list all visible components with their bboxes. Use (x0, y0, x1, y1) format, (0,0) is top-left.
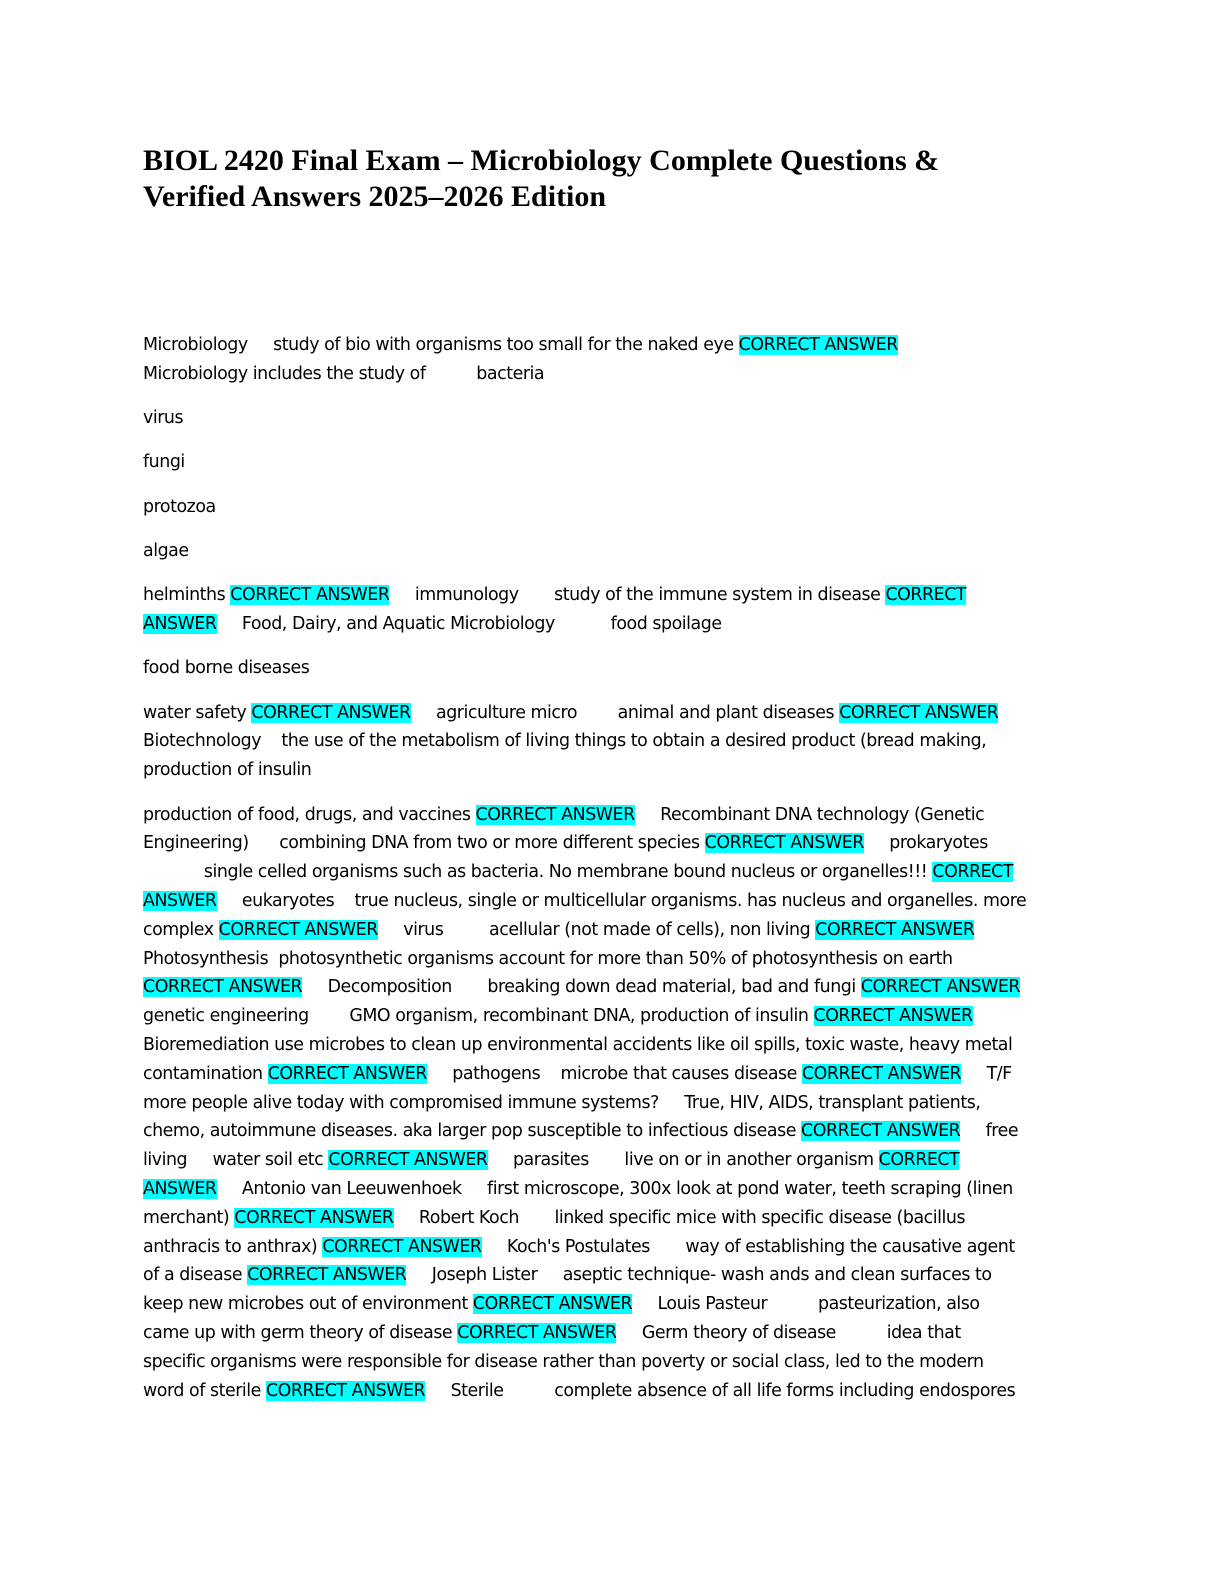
answer-highlight: CORRECT ANSWER (813, 1006, 973, 1027)
answer-highlight: CORRECT ANSWER (322, 1236, 482, 1257)
text-line (143, 360, 1088, 389)
text-line (143, 1060, 1088, 1089)
answer-highlight: CORRECT ANSWER (251, 702, 411, 723)
answer-highlight: ANSWER (143, 1178, 217, 1199)
answer-highlight: CORRECT ANSWER (230, 585, 390, 606)
text-segment: free (960, 1121, 1019, 1142)
text-line (143, 973, 1088, 1002)
text-segment: living water soil etc (143, 1150, 329, 1171)
answer-highlight: CORRECT ANSWER (267, 1063, 427, 1084)
text-segment: single celled organisms such as bacteria. No membrane bound nucleus or organelles!!! (143, 862, 933, 883)
text-segment: word of sterile (143, 1380, 266, 1401)
text-segment: Joseph Lister aseptic technique- wash ands and clean surfaces to (406, 1265, 992, 1286)
text-segment: virus (143, 408, 184, 429)
text-line (143, 1233, 1088, 1262)
text-segment: merchant) (143, 1207, 235, 1228)
text-segment: chemo, autoimmune diseases. aka larger pop susceptible to infectious disease (143, 1121, 802, 1142)
text-segment: Louis Pasteur pasteurization, also (632, 1294, 980, 1315)
text-line (143, 858, 1088, 887)
text-segment: complex (143, 919, 219, 940)
text-segment: keep new microbes out of environment (143, 1294, 473, 1315)
answer-highlight: CORRECT ANSWER (143, 977, 303, 998)
text-segment: genetic engineering GMO organism, recombinant DNA, production of insulin (143, 1006, 814, 1027)
text-line (143, 1031, 1088, 1060)
text-line (143, 699, 1088, 728)
text-segment: Decomposition breaking down dead material, bad and fungi (302, 977, 861, 998)
text-line (143, 1117, 1088, 1146)
text-segment: Sterile complete absence of all life forms including endospores (425, 1380, 1016, 1401)
text-line (143, 887, 1088, 916)
text-line (143, 1348, 1088, 1377)
text-segment: Food, Dairy, and Aquatic Microbiology food spoilage (216, 614, 722, 635)
text-segment: eukaryotes true nucleus, single or multicellular organisms. has nucleus and organelles. more (216, 890, 1027, 911)
document-body (143, 331, 1088, 1405)
text-line (143, 829, 1088, 858)
answer-highlight: CORRECT ANSWER (328, 1150, 488, 1171)
text-line (143, 945, 1088, 974)
text-segment: parasites live on or in another organism (487, 1150, 879, 1171)
answer-highlight: CORRECT ANSWER (457, 1322, 617, 1343)
text-segment: pathogens microbe that causes disease (426, 1063, 802, 1084)
text-segment: anthracis to anthrax) (143, 1236, 323, 1257)
text-segment: production of insulin (143, 760, 312, 781)
text-line (143, 581, 1088, 610)
text-segment: more people alive today with compromised immune systems? True, HIV, AIDS, transplant patients, (143, 1092, 981, 1113)
text-segment: Germ theory of disease idea that (616, 1322, 961, 1343)
text-segment: Photosynthesis photosynthetic organisms account for more than 50% of photosynthesis on earth (143, 948, 953, 969)
answer-highlight: CORRECT ANSWER (218, 919, 378, 940)
text-line (143, 448, 1088, 477)
answer-highlight: ANSWER (143, 614, 217, 635)
text-segment: of a disease (143, 1265, 248, 1286)
text-segment: Recombinant DNA technology (Genetic (634, 804, 985, 825)
text-segment: virus acellular (not made of cells), non living (377, 919, 816, 940)
text-line (143, 404, 1088, 433)
answer-highlight: CORRECT ANSWER (265, 1380, 426, 1401)
text-line (143, 916, 1088, 945)
text-line (143, 727, 1088, 756)
text-line (143, 610, 1088, 639)
text-line (143, 493, 1088, 522)
answer-highlight: CORRECT (885, 585, 967, 606)
answer-highlight: CORRECT ANSWER (704, 833, 864, 854)
answer-highlight: CORRECT ANSWER (234, 1207, 394, 1228)
text-segment: Engineering) combining DNA from two or more different species (143, 833, 705, 854)
text-segment: Biotechnology the use of the metabolism of living things to obtain a desired product (bread making, (143, 731, 987, 752)
text-segment: fungi (143, 452, 185, 473)
text-segment: T/F (961, 1063, 1012, 1084)
text-segment: specific organisms were responsible for disease rather than poverty or social class, led to the modern (143, 1351, 984, 1372)
text-segment: Bioremediation use microbes to clean up environmental accidents like oil spills, toxic waste, heavy metal (143, 1034, 1013, 1055)
text-line (143, 654, 1088, 683)
answer-highlight: CORRECT ANSWER (801, 1121, 961, 1142)
title-line-2: Verified Answers 2025–2026 Edition (143, 180, 607, 213)
text-segment: contamination (143, 1063, 268, 1084)
answer-highlight: CORRECT ANSWER (472, 1294, 633, 1315)
text-segment: helminths (143, 585, 231, 606)
text-segment: immunology study of the immune system in disease (389, 585, 886, 606)
text-line (143, 1319, 1088, 1348)
text-segment: Microbiology includes the study of bacteria (143, 363, 545, 384)
title-line-1: BIOL 2420 Final Exam – Microbiology Complete Questions & (143, 144, 940, 177)
text-segment: Koch's Postulates way of establishing the causative agent (481, 1236, 1015, 1257)
text-segment: algae (143, 540, 189, 561)
text-segment: came up with germ theory of disease (143, 1322, 458, 1343)
text-segment: water safety (143, 702, 252, 723)
text-line (143, 801, 1088, 830)
text-segment: production of food, drugs, and vaccines (143, 804, 476, 825)
text-line (143, 1089, 1088, 1118)
answer-highlight: CORRECT ANSWER (839, 702, 999, 723)
text-line (143, 1290, 1088, 1319)
text-line (143, 537, 1088, 566)
answer-highlight: CORRECT (878, 1150, 960, 1171)
answer-highlight: CORRECT (932, 862, 1014, 883)
text-segment: Robert Koch linked specific mice with specific disease (bacillus (393, 1207, 966, 1228)
answer-highlight: CORRECT ANSWER (801, 1063, 962, 1084)
text-line (143, 1175, 1088, 1204)
answer-highlight: ANSWER (143, 890, 217, 911)
text-segment: Antonio van Leeuwenhoek first microscope, 300x look at pond water, teeth scraping (linen (216, 1178, 1013, 1199)
text-segment: agriculture micro animal and plant diseases (410, 702, 840, 723)
document-title (143, 143, 1083, 215)
text-line (143, 1204, 1088, 1233)
text-line (143, 331, 1088, 360)
answer-highlight: CORRECT ANSWER (247, 1265, 407, 1286)
answer-highlight: CORRECT ANSWER (475, 804, 635, 825)
text-line (143, 1377, 1088, 1406)
text-segment: prokaryotes (863, 833, 988, 854)
answer-highlight: CORRECT ANSWER (815, 919, 975, 940)
text-segment: protozoa (143, 496, 216, 517)
answer-highlight: CORRECT ANSWER (860, 977, 1021, 998)
text-line (143, 1002, 1088, 1031)
text-line (143, 756, 1088, 785)
text-segment: food borne diseases (143, 658, 310, 679)
answer-highlight: CORRECT ANSWER (738, 335, 898, 355)
text-line (143, 1261, 1088, 1290)
text-segment: Microbiology study of bio with organisms too small for the naked eye (143, 335, 739, 355)
text-line (143, 1146, 1088, 1175)
